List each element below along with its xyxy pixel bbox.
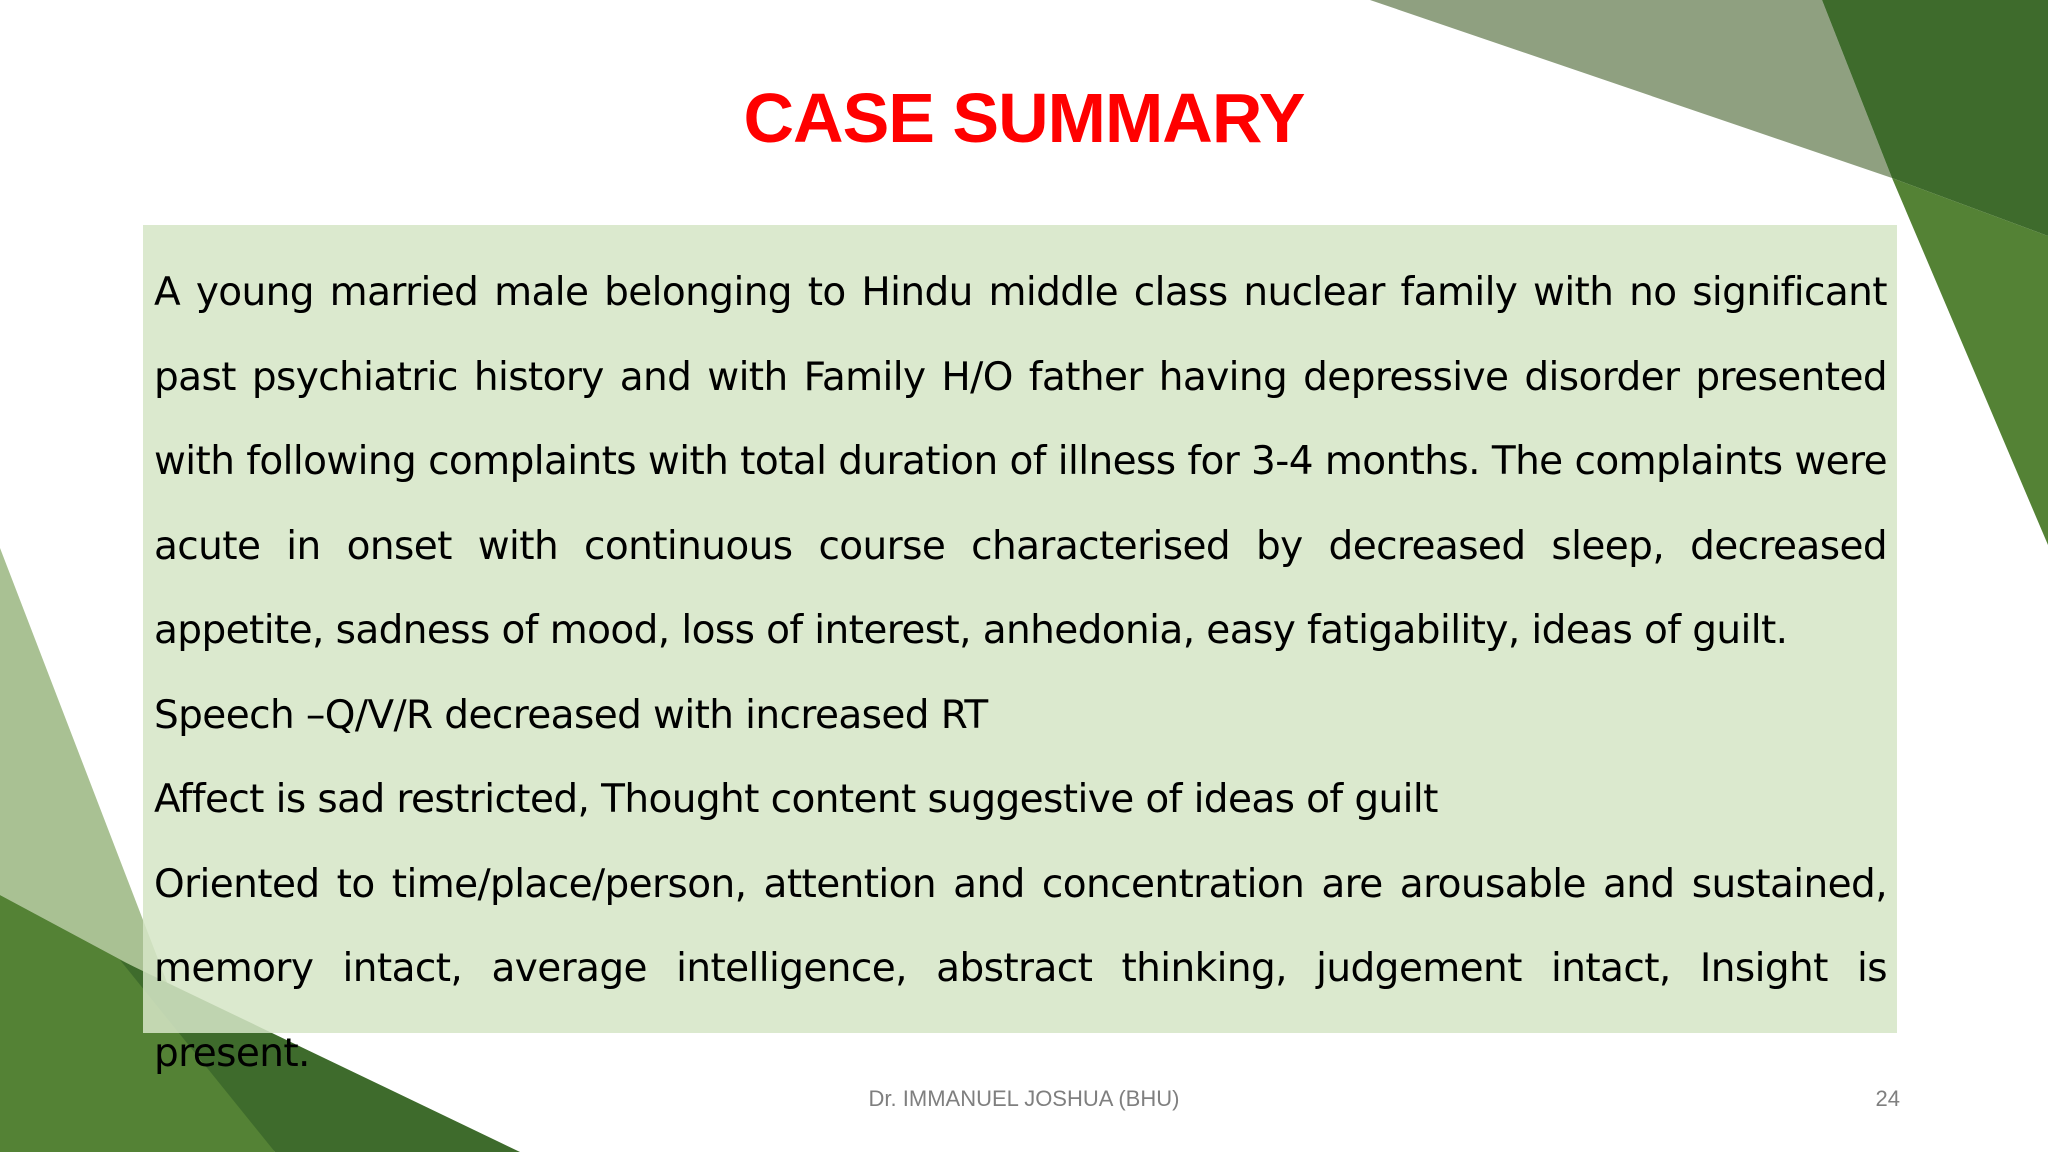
history-paragraph: A young married male belonging to Hindu middle class nuclear family with no significant past psychiatric history and with Family H/O father having depressive disorder presented with following complaints with total duration of illness for 3-4 months. The complaints were acute in onset with continuous course characterised by decreased sleep, decreased appetite, sadness of mood, loss of interest, anhedonia, easy fatigability, ideas of guilt.	[154, 270, 1887, 653]
page-number: 24	[1875, 1086, 1900, 1111]
case-summary-box	[143, 225, 1897, 1076]
affect-line: Affect is sad restricted, Thought content suggestive of ideas of guilt	[154, 777, 1438, 822]
right-mid-green-triangle	[1892, 178, 2048, 545]
slide-title: CASE SUMMARY	[743, 79, 1305, 157]
speech-line: Speech –Q/V/R decreased with increased RT	[154, 692, 988, 738]
orientation-paragraph: Oriented to time/place/person, attention and concentration are arousable and sustained, memory intact, average intelligence, abstract thinking, judgement intact, Insight is present.	[154, 861, 1887, 1076]
footer-author: Dr. IMMANUEL JOSHUA (BHU)	[868, 1086, 1180, 1111]
